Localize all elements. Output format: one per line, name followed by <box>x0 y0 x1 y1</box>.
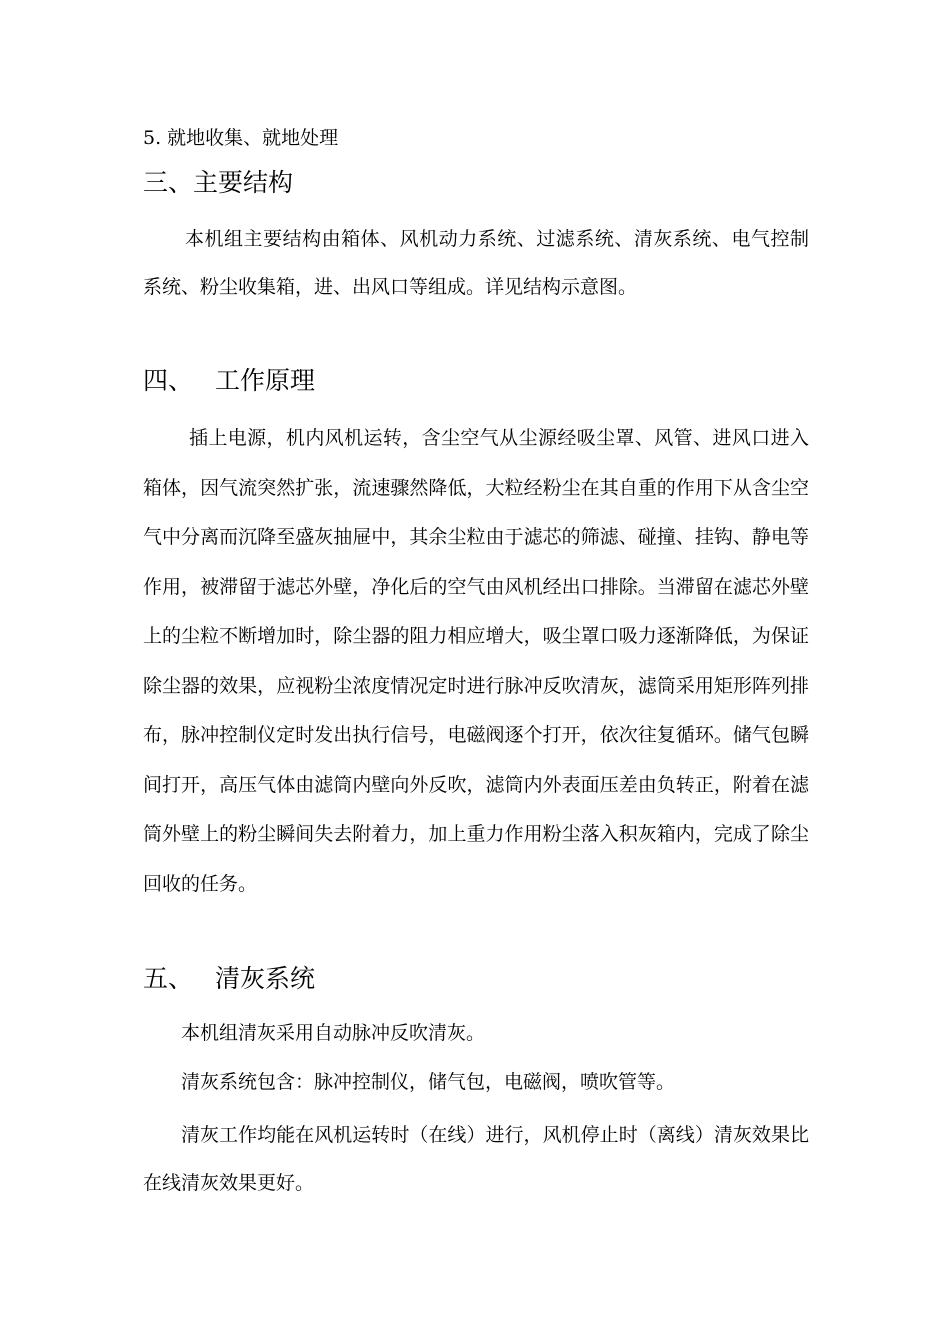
section-number: 五、 <box>143 964 194 993</box>
section-heading-structure <box>143 166 293 200</box>
section-number: 三、 <box>143 168 194 197</box>
section-title: 工作原理 <box>215 366 316 395</box>
cleaning-paragraph: 清灰工作均能在风机运转时（在线）进行，风机停止时（离线）清灰效果比在线清灰效果更好。 <box>143 1124 809 1194</box>
principle-paragraph: 插上电源，机内风机运转，含尘空气从尘源经吸尘罩、风管、进风口进入箱体，因气流突然扩张，流速骤然降低，大粒经粉尘在其自重的作用下从含尘空气中分离而沉降至盛灰抽屉中，其余尘粒由于滤芯的筛滤、碰撞、挂钩、静电等作用，被滞留于滤芯外壁，净化后的空气由风机经出口排除。当滞留在滤芯外壁上的尘粒不断增加时，除尘器的阻力相应增大，吸尘罩口吸力逐渐降低，为保证除尘器的效果，应视粉尘浓度情况定时进行脉冲反吹清灰，滤筒采用矩形阵列排布，脉冲控制仪定时发出执行信号，电磁阀逐个打开，依次往复循环。储气包瞬间打开，高压气体由滤筒内壁向外反吹，滤筒内外表面压差由负转正，附着在滤筒外壁上的粉尘瞬间失去附着力，加上重力作用粉尘落入积灰箱内，完成了除尘回收的任务。 <box>143 427 809 895</box>
list-item-5: 5. 就地收集、就地处理 <box>143 127 339 149</box>
section-heading-principle <box>143 364 315 398</box>
cleaning-line-1: 本机组清灰采用自动脉冲反吹清灰。 <box>181 1022 486 1044</box>
section-heading-cleaning <box>143 962 315 996</box>
structure-paragraph: 本机组主要结构由箱体、风机动力系统、过滤系统、清灰系统、电气控制系统、粉尘收集箱，进、出风口等组成。详见结构示意图。 <box>143 228 809 298</box>
section-title: 清灰系统 <box>215 964 316 993</box>
section-number: 四、 <box>143 366 194 395</box>
cleaning-line-2: 清灰系统包含：脉冲控制仪，储气包，电磁阀，喷吹管等。 <box>181 1071 676 1093</box>
section-title: 主要结构 <box>193 168 294 197</box>
